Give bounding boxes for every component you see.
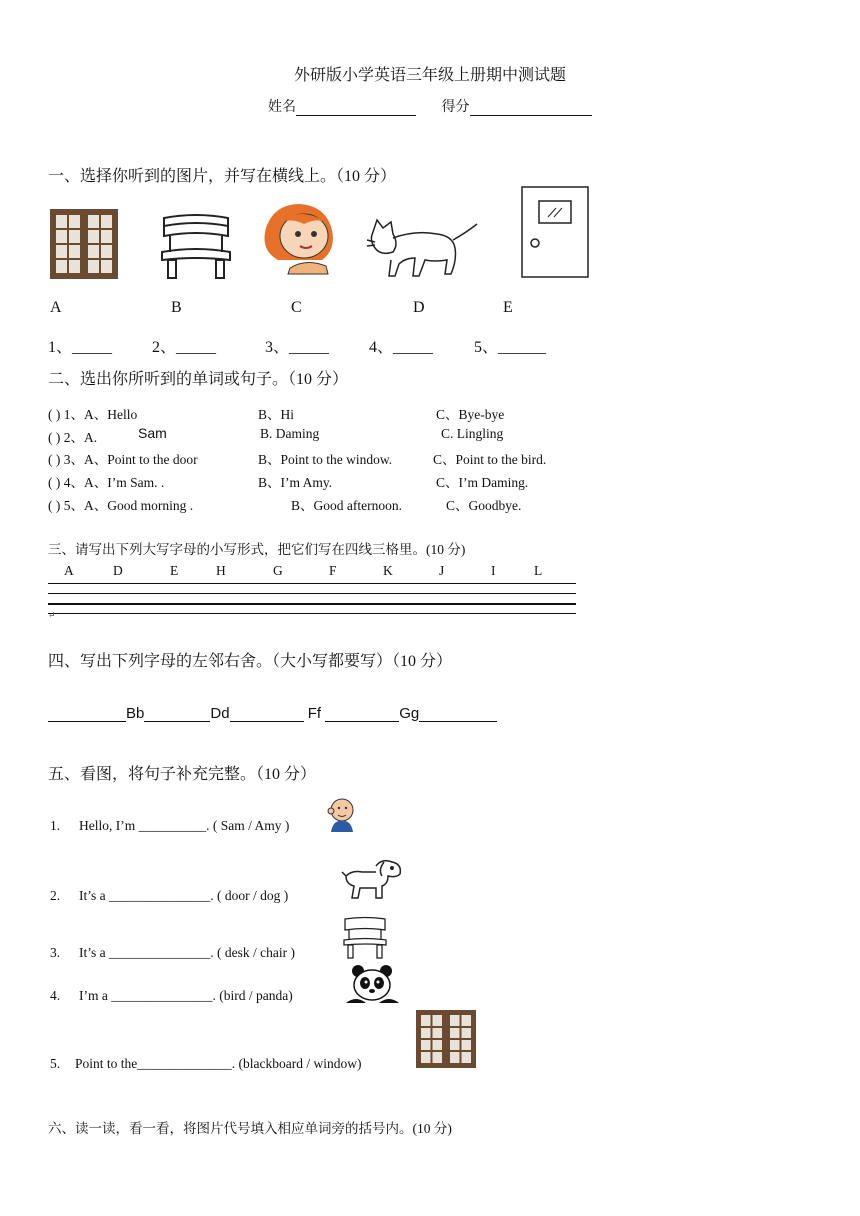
chair-picture-small [342, 916, 388, 960]
section3-heading: 三、请写出下列大写字母的小写形式，把它们写在四线三格里。(10 分) [48, 542, 466, 557]
section4-heading: 四、写出下列字母的左邻右舍。（大小写都要写）（10 分） [48, 653, 453, 670]
letter-l: L [534, 563, 543, 578]
question-1: ( ) 1、A、Hello [48, 407, 138, 422]
sentence-2-number: 2. [50, 888, 61, 903]
answer-blank-2[interactable]: 2、_____ [152, 339, 217, 356]
paragraph-mark: ↵ [48, 610, 56, 620]
chair-picture [158, 212, 234, 280]
sentence-5-number: 5. [50, 1056, 61, 1071]
question-3-option-b: B、Point to the window. [258, 452, 393, 467]
letter-k: K [383, 563, 393, 578]
letter-pair-dd: Dd [210, 705, 230, 722]
window-picture-small [416, 1010, 476, 1068]
girl-picture [256, 200, 348, 274]
grid-line-2 [48, 593, 576, 594]
sentence-4-text[interactable]: I’m a _______________. (bird / panda) [79, 988, 293, 1003]
grid-line-4 [48, 613, 576, 614]
window-picture [50, 209, 118, 279]
section5-heading: 五、看图，将句子补充完整。（10 分） [48, 766, 317, 783]
sentence-2-text[interactable]: It’s a _______________. ( door / dog ) [79, 888, 289, 903]
letter-j: J [439, 563, 445, 578]
letter-f: F [329, 563, 337, 578]
letter-i: I [491, 563, 496, 578]
sentence-1-text[interactable]: Hello, I’m __________. ( Sam / Amy ) [79, 818, 290, 833]
question-1-option-b: B、Hi [258, 407, 295, 422]
question-2-option-b: B. Daming [260, 426, 320, 441]
sentence-1-number: 1. [50, 818, 61, 833]
question-2-option-a: Sam [138, 425, 167, 441]
score-label: 得分 [441, 100, 470, 115]
question-4: ( ) 4、A、I’m Sam. . [48, 475, 165, 490]
question-4-option-b: B、I’m Amy. [258, 475, 333, 490]
letter-h: H [216, 563, 226, 578]
sentence-5-text[interactable]: Point to the______________. (blackboard / window) [75, 1056, 362, 1071]
letter-e: E [170, 563, 179, 578]
question-5-option-b: B、Good afternoon. [291, 498, 402, 513]
score-blank[interactable] [470, 101, 592, 116]
answer-blank-4[interactable]: 4、_____ [369, 339, 434, 356]
question-5-option-c: C、Goodbye. [446, 498, 522, 513]
name-blank[interactable] [296, 101, 416, 116]
cat-picture [365, 218, 480, 280]
letter-pair-ff: Ff [307, 705, 322, 722]
question-4-option-c: C、I’m Daming. [436, 475, 529, 490]
page-title: 外研版小学英语三年级上册期中测试题 [293, 67, 566, 84]
answer-blank-1[interactable]: 1、_____ [48, 339, 113, 356]
letter-g: G [273, 563, 283, 578]
answer-blank-5[interactable]: 5、______ [474, 339, 547, 356]
sentence-4-number: 4. [50, 988, 61, 1003]
question-2-option-c: C. Lingling [441, 426, 504, 441]
letter-a: A [64, 563, 74, 578]
question-2: ( ) 2、A. [48, 430, 98, 445]
image-label-b: B [171, 299, 182, 316]
letter-pair-gg: Gg [399, 705, 420, 722]
panda-picture [346, 963, 399, 1003]
image-label-d: D [413, 299, 425, 316]
boy-picture [325, 796, 359, 832]
letter-d: D [113, 563, 123, 578]
name-label: 姓名 [268, 100, 296, 115]
dog-picture [342, 858, 404, 902]
grid-line-1 [48, 583, 576, 584]
sentence-3-number: 3. [50, 945, 61, 960]
section6-heading: 六、读一读，看一看，将图片代号填入相应单词旁的括号内。(10 分) [48, 1121, 452, 1136]
section1-heading: 一、选择你听到的图片，并写在横线上。（10 分） [48, 168, 397, 185]
image-label-a: A [50, 299, 62, 316]
door-picture [521, 186, 589, 278]
question-3: ( ) 3、A、Point to the door [48, 452, 198, 467]
sentence-3-text[interactable]: It’s a _______________. ( desk / chair ) [79, 945, 295, 960]
letter-pair-bb: Bb [126, 705, 145, 722]
question-3-option-c: C、Point to the bird. [433, 452, 547, 467]
image-label-e: E [503, 299, 513, 316]
image-label-c: C [291, 299, 302, 316]
neighbor-letters-row[interactable] [48, 705, 497, 722]
grid-line-3 [48, 603, 576, 605]
question-5: ( ) 5、A、Good morning . [48, 498, 194, 513]
section2-heading: 二、选出你所听到的单词或句子。（10 分） [48, 371, 349, 388]
name-score-row [268, 96, 592, 116]
question-1-option-c: C、Bye-bye [436, 407, 505, 422]
answer-blank-3[interactable]: 3、_____ [265, 339, 330, 356]
